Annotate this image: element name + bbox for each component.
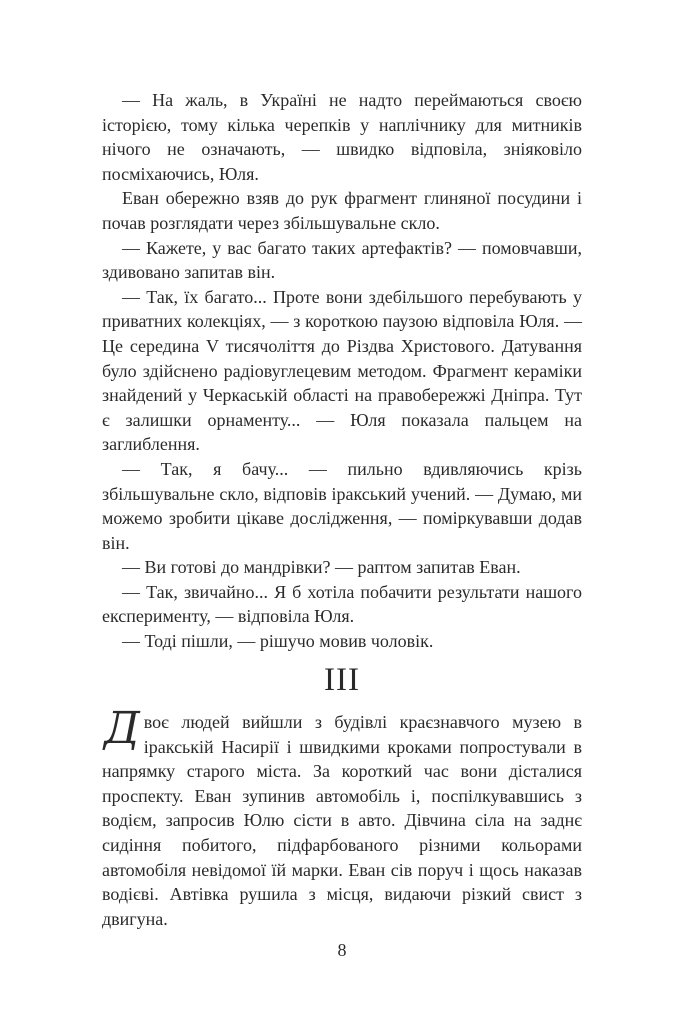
chapter-first-paragraph-text: воє людей вийшли з будівлі краєзнавчого музею в іракській Насирії і швидкими кроками попростували в напрямку старого міста. За короткий час вони дісталися проспекту. Еван зупинив автомобіль і, поспілкувавшись з водієм, запросив Юлю сісти в авто. Дівчина сіла на заднє сидіння побитого, підфарбованого різними кольорами автомобіля невідомої їй марки. Еван сів поруч і щось наказав водієві. Автівка рушила з місця, видаючи різкий свист з двигуна. bbox=[102, 712, 582, 929]
paragraph: — Так, звичайно... Я б хотіла побачити результати нашого експерименту, — відповіла Юля. bbox=[102, 581, 582, 627]
paragraph: — Так, їх багато... Проте вони здебільшого перебувають у приватних колекціях, — з короткою паузою відповіла Юля. — Це середина V тисячоліття до Різдва Христового. Датування було здійснено радіовуглецевим методом. Фрагмент кераміки знайдений у Черкаській області на правобережжі Дніпра. Тут є залишки орнаменту... — Юля показала пальцем на заглиблення. bbox=[102, 286, 582, 455]
paragraph: — Ви готові до мандрівки? — раптом запитав Еван. bbox=[122, 557, 521, 578]
paragraph: — Кажете, у вас багато таких артефактів? — помовчавши, здивовано запитав він. bbox=[102, 237, 582, 283]
paragraph: — Тоді пішли, — рішучо мовив чоловік. bbox=[122, 631, 434, 652]
chapter-first-paragraph bbox=[102, 703, 582, 931]
paragraph: Еван обережно взяв до рук фрагмент глиняної посудини і почав розглядати через збільшувальне скло. bbox=[102, 188, 582, 233]
page-number: 8 bbox=[337, 940, 347, 960]
dialogue-section bbox=[102, 88, 582, 654]
drop-cap: Д bbox=[104, 703, 140, 754]
paragraph: — Так, я бачу... — пильно вдивляючись крізь збільшувальне скло, відповів іракський учений. — Думаю, ми можемо зробити цікаве дослідження, — поміркувавши додав він. bbox=[102, 458, 582, 553]
chapter-section bbox=[102, 703, 582, 931]
chapter-heading: ІІІ bbox=[324, 662, 360, 698]
paragraph: — На жаль, в Україні не надто переймаються своєю історією, тому кілька черепків у наплічнику для митників нічого не означають, — швидко відповіла, зніяковіло посміхаючись, Юля. bbox=[102, 90, 582, 184]
